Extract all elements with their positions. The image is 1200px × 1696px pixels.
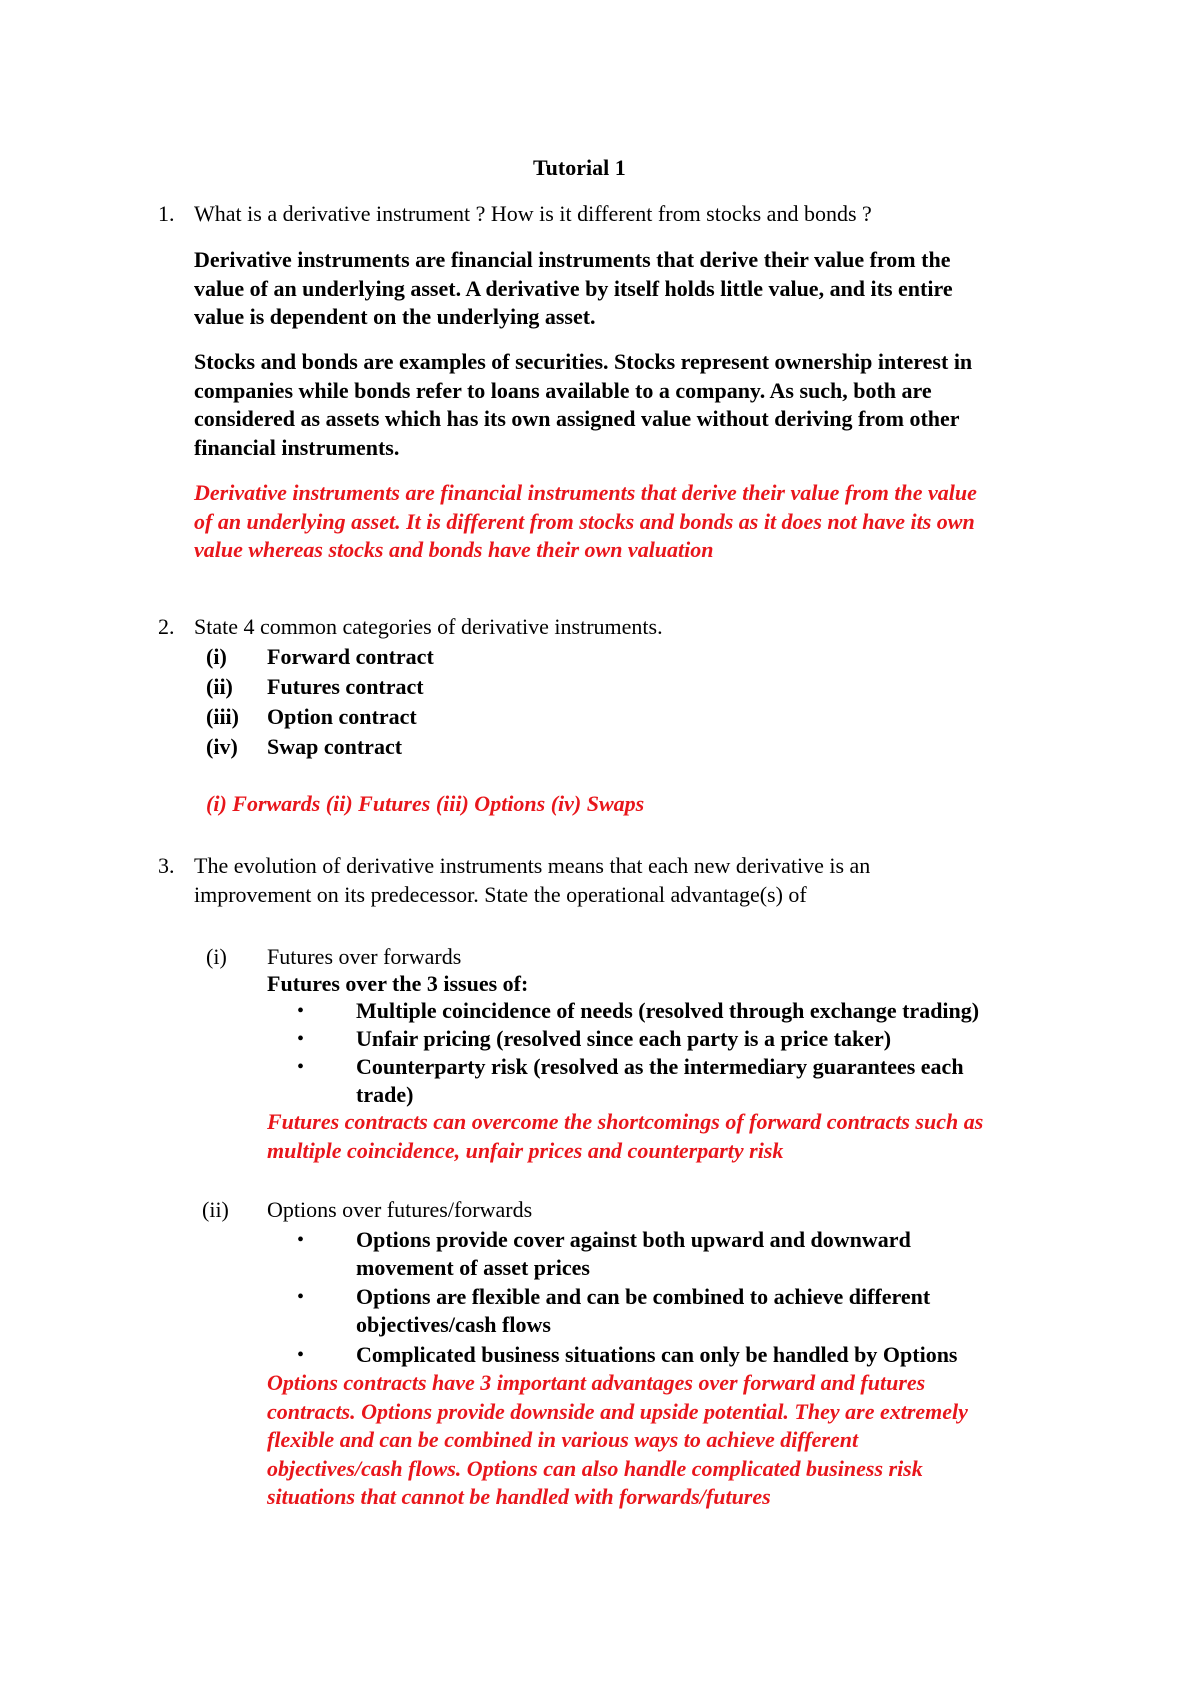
bullet-icon: • [297,1000,305,1022]
q2-item-label: (i) [206,644,227,669]
q1-answer-line: financial instruments. [194,434,400,460]
bullet-icon: • [297,1028,305,1050]
q3-part-i-heading: Futures over forwards [267,944,462,969]
q1-feedback-line: value whereas stocks and bonds have their own valuation [194,537,714,562]
q2-item-text: Futures contract [267,674,424,699]
bullet-icon: • [297,1286,305,1308]
q3-part-ii-bullet-continuation: objectives/cash flows [356,1312,551,1337]
q3-part-i-bullet: Counterparty risk (resolved as the intermediary guarantees each [356,1054,964,1079]
q2-question: State 4 common categories of derivative instruments. [194,614,663,639]
q1-question: What is a derivative instrument ? How is it different from stocks and bonds ? [194,201,872,226]
q3-part-i-bullet: Multiple coincidence of needs (resolved through exchange trading) [356,998,980,1023]
q2-item-text: Forward contract [267,644,434,669]
q1-answer-paragraph-1 [194,246,953,332]
bullet-icon: • [297,1056,305,1078]
bullet-icon: • [297,1344,305,1366]
q3-part-i-subheading: Futures over the 3 issues of: [267,971,529,996]
q3-part-ii-feedback-line: objectives/cash flows. Options can also handle complicated business risk [267,1455,923,1481]
q1-feedback-line: Derivative instruments are financial instruments that derive their value from the value [194,480,977,505]
q1-answer-line: Derivative instruments are financial instruments that derive their value from the [194,247,951,272]
q3-part-ii-feedback [267,1369,968,1512]
q2-item-label: (iv) [206,734,238,759]
q3-number: 3. [158,853,175,878]
q2-item-label: (ii) [206,674,233,699]
q2-feedback: (i) Forwards (ii) Futures (iii) Options (iv) Swaps [206,791,645,816]
q3-part-ii-feedback-line: flexible and can be combined in various ways to achieve different [267,1427,859,1452]
q3-part-ii-bullet: Options are flexible and can be combined to achieve different [356,1284,931,1309]
q1-answer-line: considered as assets which has its own assigned value without deriving from other [194,406,960,431]
q3-part-i-bullet-continuation: trade) [356,1082,414,1107]
q1-number: 1. [158,201,175,226]
page-title: Tutorial 1 [533,155,626,180]
q1-answer-line: value is dependent on the underlying asset. [194,304,596,329]
q3-question-line: The evolution of derivative instruments means that each new derivative is an [194,853,871,878]
q3-part-ii-heading: Options over futures/forwards [267,1197,533,1222]
q2-item-text: Swap contract [267,734,403,759]
bullet-icon: • [297,1229,305,1251]
q1-feedback-line: of an underlying asset. It is different from stocks and bonds as it does not have its own [194,508,975,534]
q2-number: 2. [158,614,175,639]
q3-part-ii-feedback-line: situations that cannot be handled with forwards/futures [267,1484,771,1509]
q3-part-i-label: (i) [206,944,227,969]
q3-part-ii-feedback-line: contracts. Options provide downside and upside potential. They are extremely [267,1398,968,1424]
q3-part-i-feedback-line: Futures contracts can overcome the shortcomings of forward contracts such as [267,1109,984,1134]
q3-part-ii-bullet-continuation: movement of asset prices [356,1255,590,1280]
q3-part-ii-label: (ii) [202,1197,229,1222]
q1-answer-paragraph-2 [194,348,972,462]
q1-feedback [194,479,977,565]
q2-item-label: (iii) [206,704,239,729]
q3-part-ii-bullet: Complicated business situations can only be handled by Options [356,1342,958,1367]
q3-question-line: improvement on its predecessor. State the operational advantage(s) of [194,882,807,907]
q3-part-ii-feedback-line: Options contracts have 3 important advantages over forward and futures [267,1370,926,1395]
q3-part-ii-bullet: Options provide cover against both upward and downward [356,1227,911,1252]
q1-answer-line: value of an underlying asset. A derivative by itself holds little value, and its entire [194,275,953,301]
q3-part-i-feedback [267,1108,983,1165]
q2-item-text: Option contract [267,704,417,729]
q3-part-i-feedback-line: multiple coincidence, unfair prices and counterparty risk [267,1137,784,1163]
q1-answer-line: Stocks and bonds are examples of securities. Stocks represent ownership interest in [194,349,973,374]
q1-answer-line: companies while bonds refer to loans available to a company. As such, both are [194,377,932,403]
q3-part-i-bullet: Unfair pricing (resolved since each party is a price taker) [356,1026,892,1051]
